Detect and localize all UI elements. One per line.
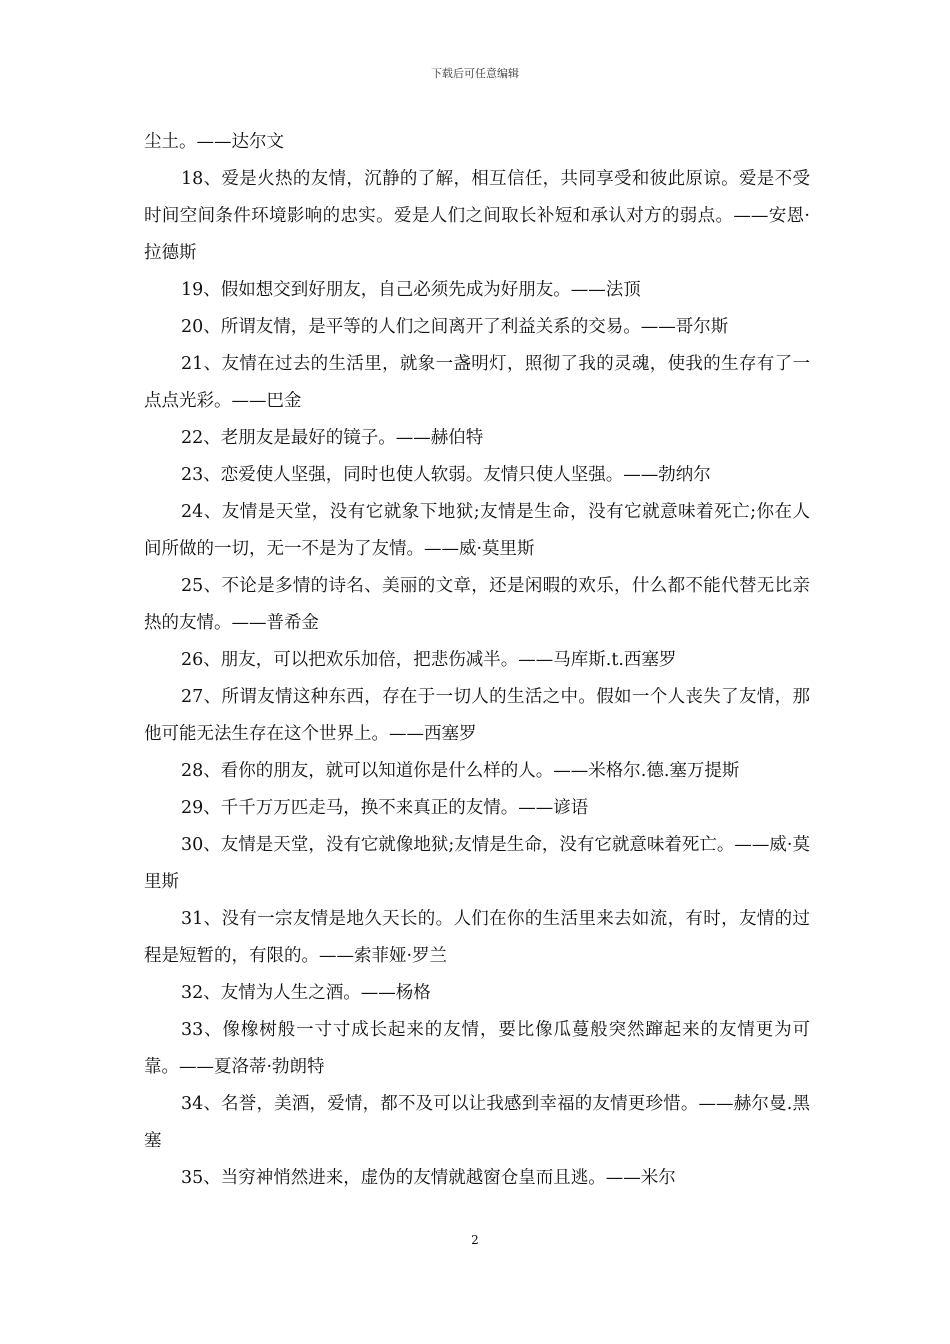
document-body: [144, 124, 810, 1197]
paragraph: 31、没有一宗友情是地久天长的。人们在你的生活里来去如流，有时，友情的过程是短暂的，有限的。——索菲娅·罗兰: [144, 909, 810, 966]
paragraph: 19、假如想交到好朋友，自己必须先成为好朋友。——法顶: [181, 280, 641, 300]
paragraph: 29、千千万万匹走马，换不来真正的友情。——谚语: [181, 798, 589, 818]
paragraph: 33、像橡树般一寸寸成长起来的友情，要比像瓜蔓般突然蹿起来的友情更为可靠。——夏洛蒂·勃朗特: [144, 1020, 810, 1077]
paragraph: 23、恋爱使人坚强，同时也使人软弱。友情只使人坚强。——勃纳尔: [181, 465, 711, 485]
paragraph: 尘土。——达尔文: [144, 132, 284, 152]
paragraph: 27、所谓友情这种东西，存在于一切人的生活之中。假如一个人丧失了友情，那他可能无法生存在这个世界上。——西塞罗: [144, 687, 810, 744]
paragraph: 21、友情在过去的生活里，就象一盏明灯，照彻了我的灵魂，使我的生存有了一点点光彩。——巴金: [144, 354, 810, 411]
paragraph: 20、所谓友情，是平等的人们之间离开了利益关系的交易。——哥尔斯: [181, 317, 729, 337]
paragraph: 18、爱是火热的友情，沉静的了解，相互信任，共同享受和彼此原谅。爱是不受时间空间条件环境影响的忠实。爱是人们之间取长补短和承认对方的弱点。——安恩·拉德斯: [144, 169, 810, 263]
paragraph: 35、当穷神悄然进来，虚伪的友情就越窗仓皇而且逃。——米尔: [181, 1168, 676, 1188]
paragraph: 26、朋友，可以把欢乐加倍，把悲伤减半。——马库斯.t.西塞罗: [181, 650, 677, 670]
page-header: 下载后可任意编辑: [431, 67, 519, 80]
paragraph: 30、友情是天堂，没有它就像地狱;友情是生命，没有它就意味着死亡。——威·莫里斯: [144, 835, 810, 892]
paragraph: 22、老朋友是最好的镜子。——赫伯特: [181, 428, 484, 448]
paragraph: 32、友情为人生之酒。——杨格: [181, 983, 431, 1003]
paragraph: 25、不论是多情的诗名、美丽的文章，还是闲暇的欢乐，什么都不能代替无比亲热的友情。——普希金: [144, 576, 810, 633]
paragraph: 34、名誉，美酒，爱情，都不及可以让我感到幸福的友情更珍惜。——赫尔曼.黑塞: [144, 1094, 810, 1151]
paragraph: 24、友情是天堂，没有它就象下地狱;友情是生命，没有它就意味着死亡;你在人间所做的一切，无一不是为了友情。——威·莫里斯: [144, 502, 810, 559]
page-number: 2: [471, 1233, 479, 1247]
paragraph: 28、看你的朋友，就可以知道你是什么样的人。——米格尔.德.塞万提斯: [181, 761, 740, 781]
